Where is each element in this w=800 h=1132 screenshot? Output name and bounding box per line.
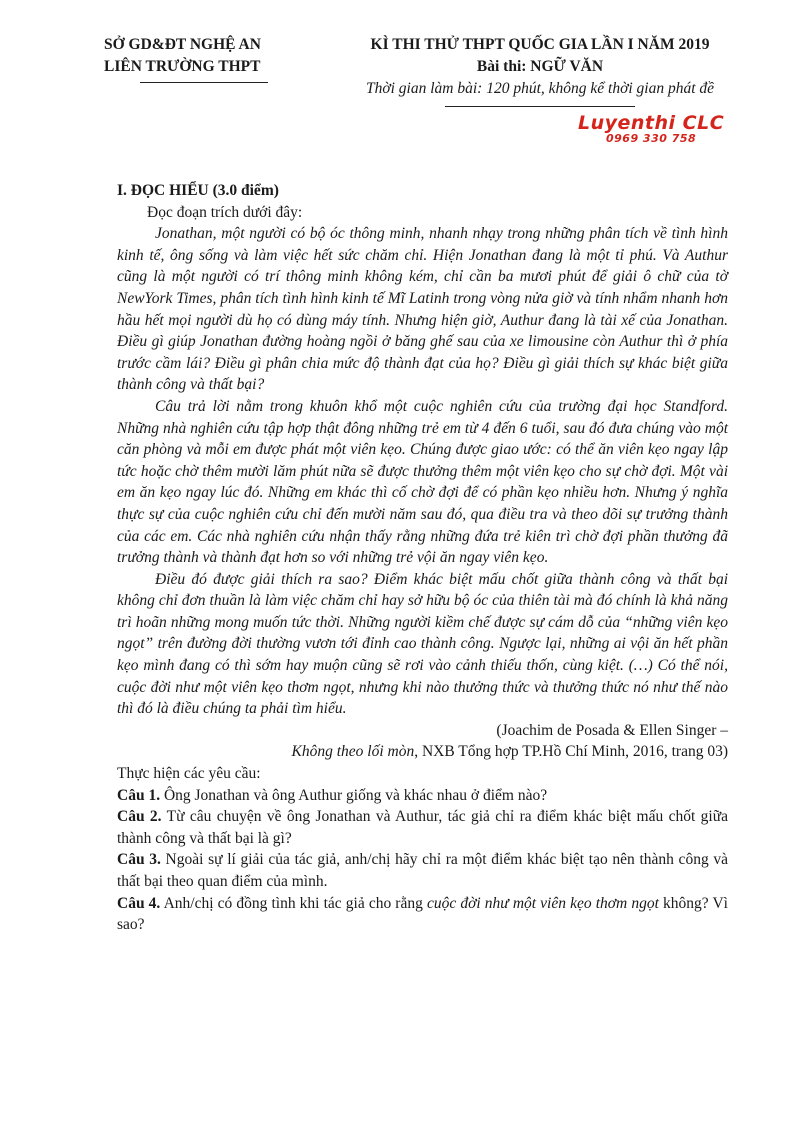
section-intro: Đọc đoạn trích dưới đây: xyxy=(147,203,303,221)
source-authors: (Joachim de Posada & Ellen Singer – xyxy=(496,721,728,739)
watermark-phone: 0969 330 758 xyxy=(605,132,697,145)
exam-content xyxy=(117,180,728,936)
school-header xyxy=(104,34,304,83)
exam-title: KÌ THI THỬ THPT QUỐC GIA LẦN I NĂM 2019 xyxy=(370,36,710,53)
passage-paragraph-2: Câu trả lời nằm trong khuôn khổ một cuộc nghiên cứu của trường đại học Standford. Những nhà nghiên cứu tập hợp thật đông những trẻ em từ 4 đến 6 tuổi, sau đó đưa chúng vào một căn phòng và mỗi em được phát một viên kẹo. Chúng được giao ước: có thể ăn viên kẹo ngay lập tức hoặc chờ thêm mười lăm phút nữa sẽ được thưởng thêm một viên kẹo cho sự chờ đợi. Một vài em ăn kẹo ngay lúc đó. Những em khác thì cố chờ đợi để có phần kẹo nhiều hơn. Nhưng ý nghĩa thực sự của cuộc nghiên cứu chỉ đến mười năm sau đó, qua điều tra và theo dõi sự trưởng thành của các em. Các nhà nghiên cứu nhận thấy rằng những đứa trẻ kiên trì chờ đợi phần thưởng đã trưởng thành và thành đạt hơn so với những trẻ vội ăn ngay viên kẹo. xyxy=(117,397,728,567)
question-text: Ông Jonathan và ông Authur giống và khác nhau ở điểm nào? xyxy=(160,786,548,804)
source-publisher: , NXB Tổng hợp TP.Hồ Chí Minh, 2016, trang 03) xyxy=(414,743,728,761)
question-label: Câu 1. xyxy=(117,786,161,804)
question-3 xyxy=(117,849,728,892)
question-text: Ngoài sự lí giải của tác giả, anh/chị hãy chỉ ra một điểm khác biệt tạo nên thành công và thất bại theo quan điểm của mình. xyxy=(117,851,728,890)
exam-subject: Bài thi: NGỮ VĂN xyxy=(476,58,604,75)
question-label: Câu 2. xyxy=(117,808,162,826)
question-label: Câu 4. xyxy=(117,894,161,912)
question-text: Từ câu chuyện về ông Jonathan và Authur, tác giả chỉ ra điểm khác biệt mấu chốt giữa thành công và thất bại là gì? xyxy=(117,808,728,847)
source-book-line xyxy=(117,741,728,763)
school-name: LIÊN TRƯỜNG THPT xyxy=(104,58,261,75)
header-left-divider xyxy=(140,82,268,83)
watermark-brand: Luyenthi CLC xyxy=(578,112,725,134)
question-label: Câu 3. xyxy=(117,851,161,869)
question-2 xyxy=(117,806,728,849)
question-text: Anh/chị có đồng tình khi tác giả cho rằng xyxy=(160,894,427,912)
requirements-intro: Thực hiện các yêu cầu: xyxy=(117,765,261,783)
department-name: SỞ GD&ĐT NGHỆ AN xyxy=(104,36,261,53)
passage-paragraph-1: Jonathan, một người có bộ óc thông minh, nhanh nhạy trong những phân tích về tình hình kinh tế, ông sống và làm việc hết sức chăm chỉ. Hiện Jonathan đang là một tỉ phú. Và Authur cũng là một người có trí thông minh không kém, chỉ cần ba mươi phút để giải ô chữ của tờ NewYork Times, phân tích tình hình kinh tế Mĩ Latinh trong vòng nửa giờ và tính nhẩm nhanh hơn hầu hết mọi người dù họ có dùng máy tính. Nhưng hiện giờ, Authur đang là tài xế của Jonathan. Điều gì giúp Jonathan đường hoàng ngồi ở băng ghế sau của xe limousine còn Authur thì ở phía trước cầm lái? Điều gì phân chia mức độ thành đạt của họ? Điều gì giải thích sự khác biệt giữa thành công và thất bại? xyxy=(117,225,728,394)
question-quote: cuộc đời như một viên kẹo thơm ngọt xyxy=(426,894,659,912)
passage-paragraph-3: Điều đó được giải thích ra sao? Điểm khác biệt mấu chốt giữa thành công và thất bại không chỉ đơn thuần là làm việc chăm chỉ hay sở hữu bộ óc của thiên tài mà đó chính là khả năng trì hoãn những mong muốn tức thời. Những người kiềm chế được sự cám dỗ của “những viên kẹo ngọt” trên đường đời thường vươn tới đỉnh cao thành công. Ngược lại, những ai vội ăn hết phần kẹo mình đang có thì sớm hay muộn cũng sẽ rơi vào cảnh thiếu thốn, cùng kiệt. (…) Có thể nói, cuộc đời như một viên kẹo thơm ngọt, nhưng khi nào thưởng thức và thưởng thức nó như thế nào thì đó là điều chúng ta phải tìm hiểu. xyxy=(117,570,728,718)
header-right-divider xyxy=(445,106,635,107)
question-4 xyxy=(117,893,728,936)
question-text-end: không? Vì sao? xyxy=(117,894,728,934)
passage-source xyxy=(117,720,728,763)
question-1 xyxy=(117,785,728,807)
section-title: I. ĐỌC HIỂU (3.0 điểm) xyxy=(117,182,279,199)
exam-header xyxy=(330,34,750,107)
watermark-logo xyxy=(578,113,724,145)
source-book-title: Không theo lối mòn xyxy=(291,743,415,761)
exam-time: Thời gian làm bài: 120 phút, không kể thời gian phát đề xyxy=(365,80,715,97)
